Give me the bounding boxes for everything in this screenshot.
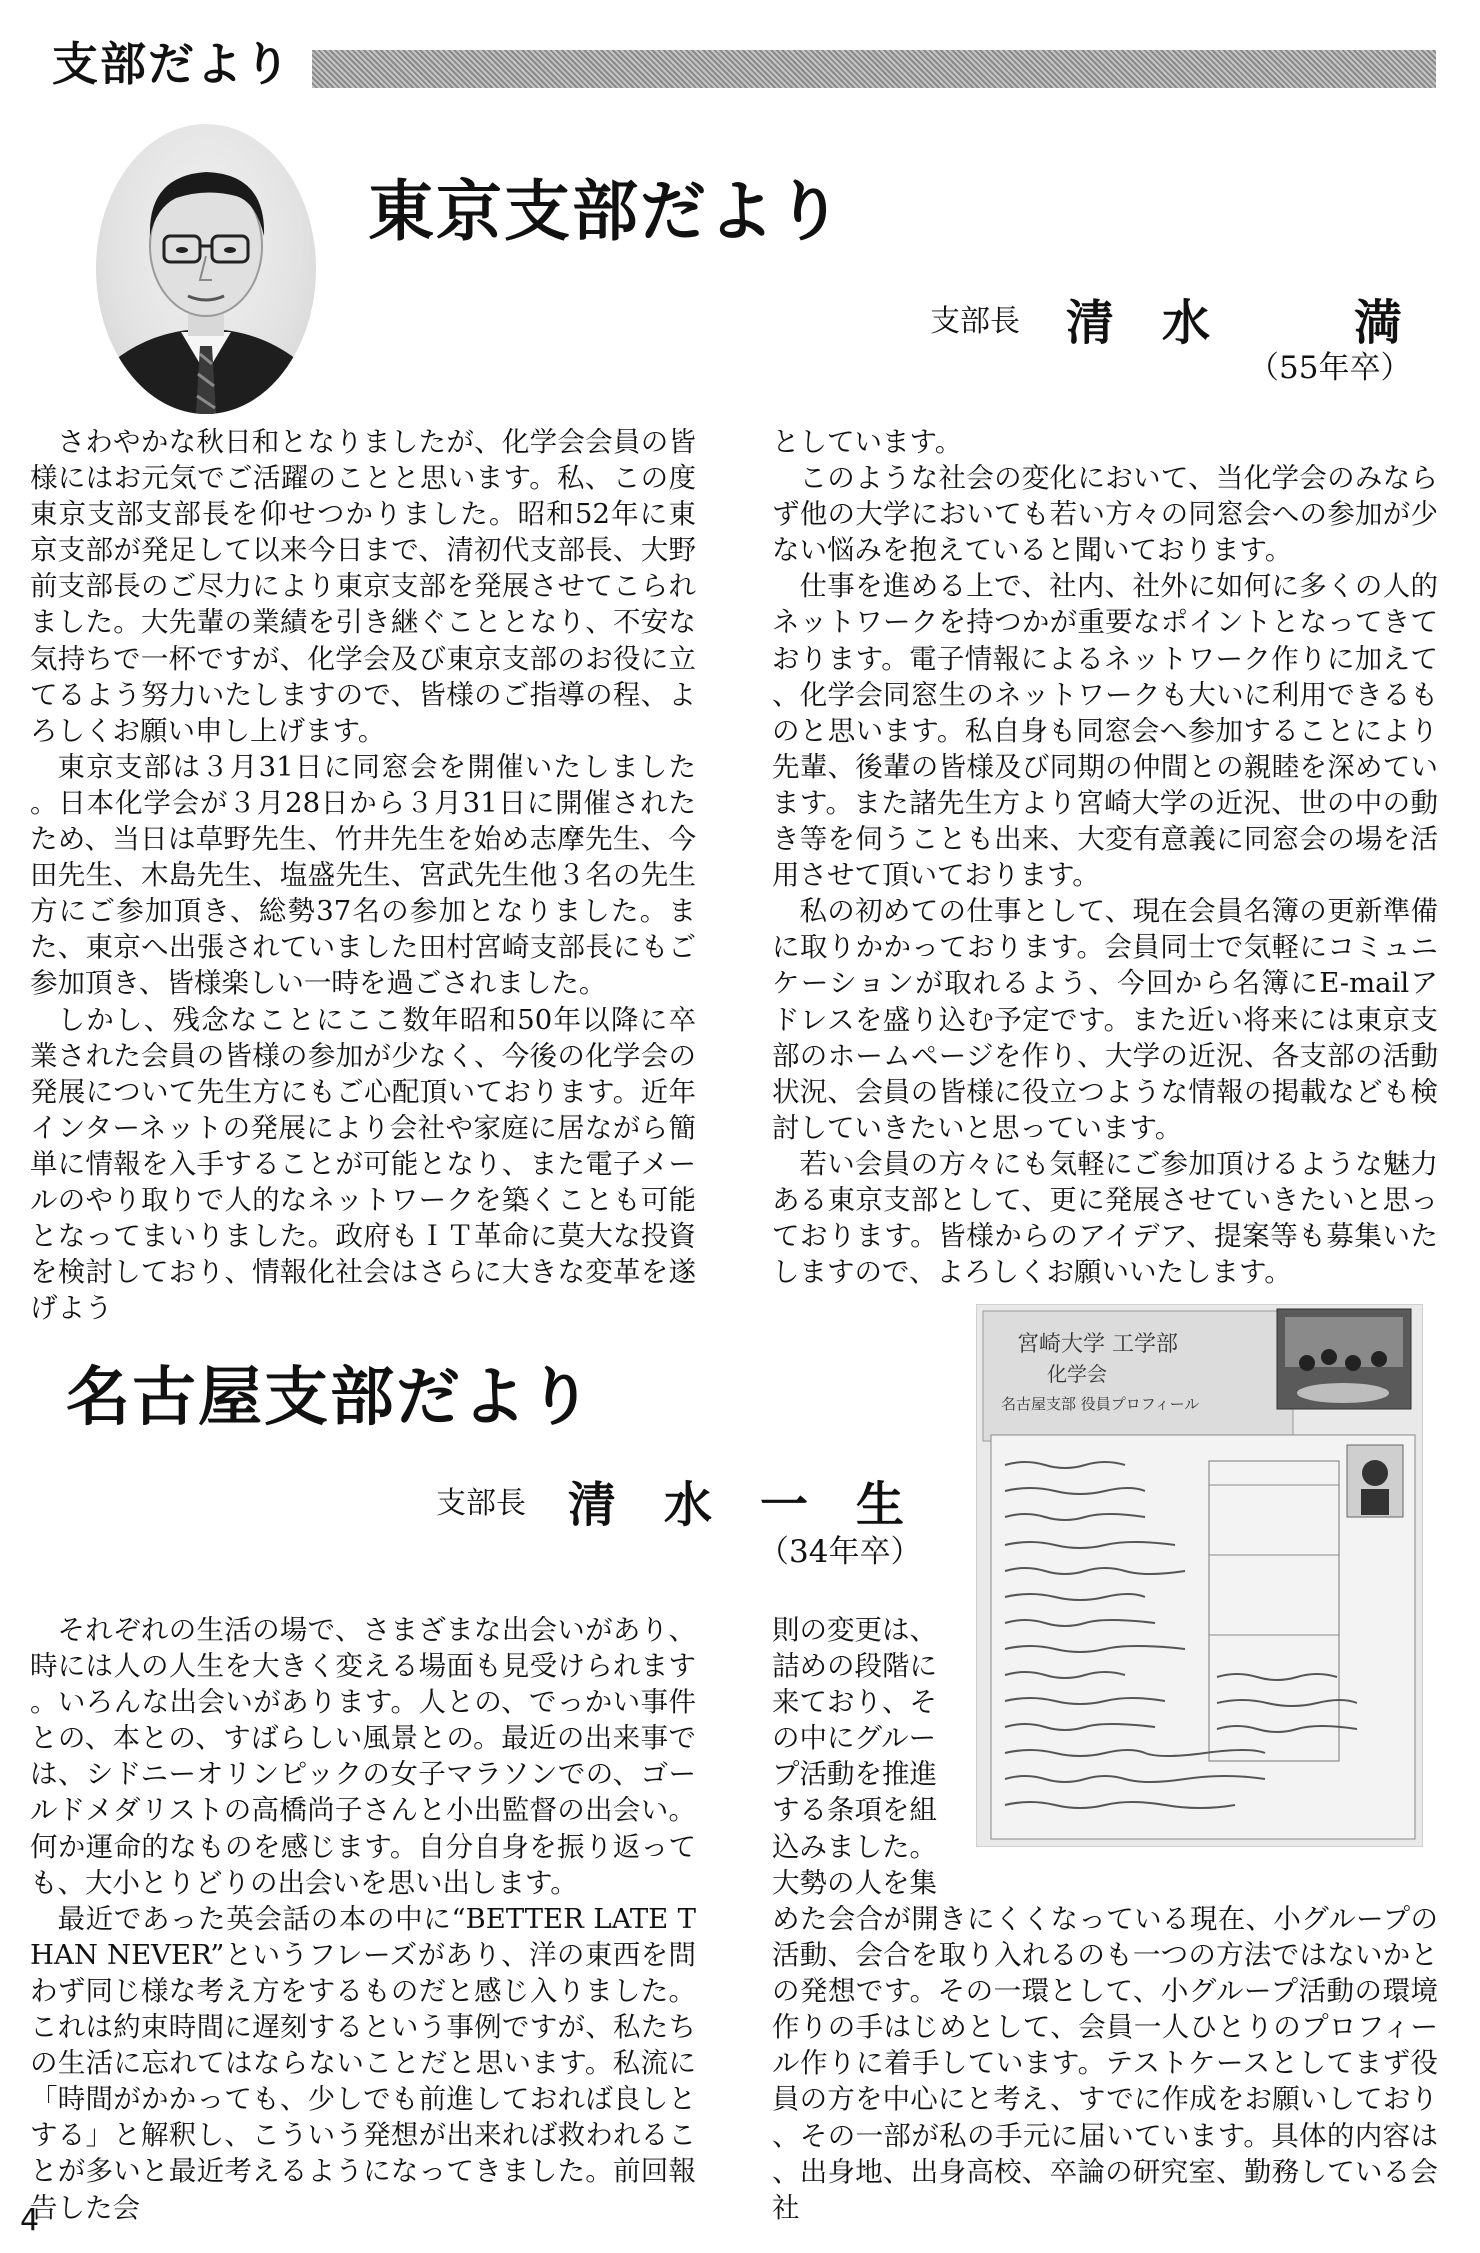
tokyo-graduation-year: （55年卒） bbox=[1248, 350, 1412, 386]
paragraph: 最近であった英会話の本の中に“BETTER LATE THAN NEVER”というフレーズがあり、洋の東西を問わず同じ様な考え方をするものだと感じ入りました。これは約束時間に遅刻するという事例ですが、私たちの生活に忘れてはならないことだと思います。私流に「時間がかかっても、少しでも前進しておれば良しとする」と解釈し、こういう発想が出来れば救われることが多いと最近考えるようになってきました。前回報告した会 bbox=[30, 1902, 696, 2224]
paragraph: 仕事を進める上で、社内、社外に如何に多くの人的ネットワークを持つかが重要なポイントとなってきております。電子情報によるネットワーク作りに加えて、化学会同窓生のネットワークも大いに利用できるものと思います。私自身も同窓会へ参加することにより先輩、後輩の皆様及び同期の仲間との親睦を深めています。また諸先生方より宮崎大学の近況、世の中の動き等を伺うことも出来、大変有意義に同窓会の場を活用させて頂いております。 bbox=[772, 570, 1438, 892]
text-line: 則の変更は、 bbox=[772, 1614, 937, 1646]
nagoya-right-narrow-column bbox=[772, 1612, 972, 1901]
text-line: 込みました。 bbox=[772, 1830, 937, 1863]
section-header-label: 支部だより bbox=[44, 34, 312, 94]
text-line: 詰めの段階に bbox=[772, 1650, 937, 1683]
nagoya-branch-title: 名古屋支部だより bbox=[66, 1361, 594, 1435]
nagoya-chief-role: 支部長 bbox=[436, 1486, 526, 1521]
tokyo-chief-name: 清 水 満 bbox=[1066, 295, 1403, 351]
clipping-line-1: 宮崎大学 工学部 bbox=[1017, 1332, 1178, 1357]
nagoya-right-column bbox=[772, 1901, 1438, 2226]
clipping-line-2: 化学会 bbox=[1047, 1362, 1107, 1386]
paragraph: めた会合が開きにくくなっている現在、小グループの活動、会合を取り入れるのも一つの方法ではないかとの発想です。その一環として、小グループ活動の環境作りの手はじめとして、会員一人ひとりのプロフィール作りに着手しています。テストケースとしてまず役員の方を中心にと考え、すでに作成をお願いしており、その一部が私の手元に届いています。具体的内容は、出身地、出身高校、卒論の研究室、勤務している会社 bbox=[772, 1903, 1438, 2224]
tokyo-branch-title: 東京支部だより bbox=[368, 173, 844, 250]
text-line: の中にグルー bbox=[772, 1722, 937, 1755]
text-line: プ活動を推進 bbox=[772, 1758, 937, 1791]
paragraph: 私の初めての仕事として、現在会員名簿の更新準備に取りかかっております。会員同士で気軽にコミュニケーションが取れるよう、今回から名簿にE-mailアドレスを盛り込む予定です。また近い将来には東京支部のホームページを作り、大学の近況、各支部の活動状況、会員の皆様に役立つような情報の掲載なども検討していきたいと思っています。 bbox=[772, 895, 1438, 1144]
text-line: 大勢の人を集 bbox=[772, 1866, 937, 1899]
page-number: 4 bbox=[20, 2203, 40, 2238]
profile-document-clipping bbox=[976, 1304, 1423, 1847]
branch-chief-portrait bbox=[96, 124, 316, 414]
paragraph: としています。 bbox=[772, 426, 963, 458]
text-line: する条項を組 bbox=[772, 1794, 937, 1827]
tokyo-right-column bbox=[772, 424, 1438, 1290]
clipping-line-3: 名古屋支部 役員プロフィール bbox=[1001, 1395, 1200, 1413]
text-line: 来ており、そ bbox=[772, 1686, 937, 1719]
paragraph: このような社会の変化において、当化学会のみならず他の大学においても若い方々の同窓会への参加が少ない悩みを抱えていると聞いております。 bbox=[772, 462, 1438, 567]
tokyo-chief-role: 支部長 bbox=[930, 304, 1020, 339]
paragraph: 若い会員の方々にも気軽にご参加頂けるような魅力ある東京支部として、更に発展させていきたいと思っております。皆様からのアイデア、提案等も募集いたしますので、よろしくお願いいたします。 bbox=[772, 1147, 1438, 1289]
portrait-illustration bbox=[96, 124, 316, 414]
nagoya-left-column bbox=[30, 1612, 696, 2226]
tokyo-left-column bbox=[30, 424, 696, 1326]
paragraph: それぞれの生活の場で、さまざまな出会いがあり、時には人の人生を大きく変える場面も見受けられます。いろんな出会いがあります。人との、でっかい事件との、本との、すばらしい風景との。最近の出来事では、シドニーオリンピックの女子マラソンでの、ゴールドメダリストの高橋尚子さんと小出監督の出会い。何か運命的なものを感じます。自分自身を振り返っても、大小とりどりの出会いを思い出します。 bbox=[30, 1614, 696, 1899]
nagoya-graduation-year: （34年卒） bbox=[758, 1534, 922, 1570]
paragraph: しかし、残念なことにここ数年昭和50年以降に卒業された会員の皆様の参加が少なく、今後の化学会の発展について先生方にもご心配頂いております。近年インターネットの発展により会社や家庭に居ながら簡単に情報を入手することが可能となり、また電子メールのやり取りで人的なネットワークを築くことも可能となってまいりました。政府もＩＴ革命に莫大な投資を検討しており、情報化社会はさらに大きな変革を遂げよう bbox=[30, 1003, 696, 1325]
paragraph: さわやかな秋日和となりましたが、化学会会員の皆様にはお元気でご活躍のことと思います。私、この度東京支部支部長を仰せつかりました。昭和52年に東京支部が発足して以来今日まで、清初代支部長、大野前支部長のご尽力により東京支部を発展させてこられました。大先輩の業績を引き継ぐこととなり、不安な気持ちで一杯ですが、化学会及び東京支部のお役に立てるよう努力いたしますので、皆様のご指導の程、よろしくお願い申し上げます。 bbox=[30, 426, 696, 747]
nagoya-chief-name: 清 水 一 生 bbox=[568, 1477, 905, 1533]
clipping-illustration bbox=[977, 1305, 1422, 1846]
paragraph: 東京支部は３月31日に同窓会を開催いたしました。日本化学会が３月28日から３月31日に開催されたため、当日は草野先生、竹井先生を始め志摩先生、今田先生、木島先生、塩盛先生、宮武先生他３名の先生方にご参加頂き、総勢37名の参加となりました。また、東京へ出張されていました田村宮崎支部長にもご参加頂き、皆様楽しい一時を過ごされました。 bbox=[30, 750, 696, 1000]
